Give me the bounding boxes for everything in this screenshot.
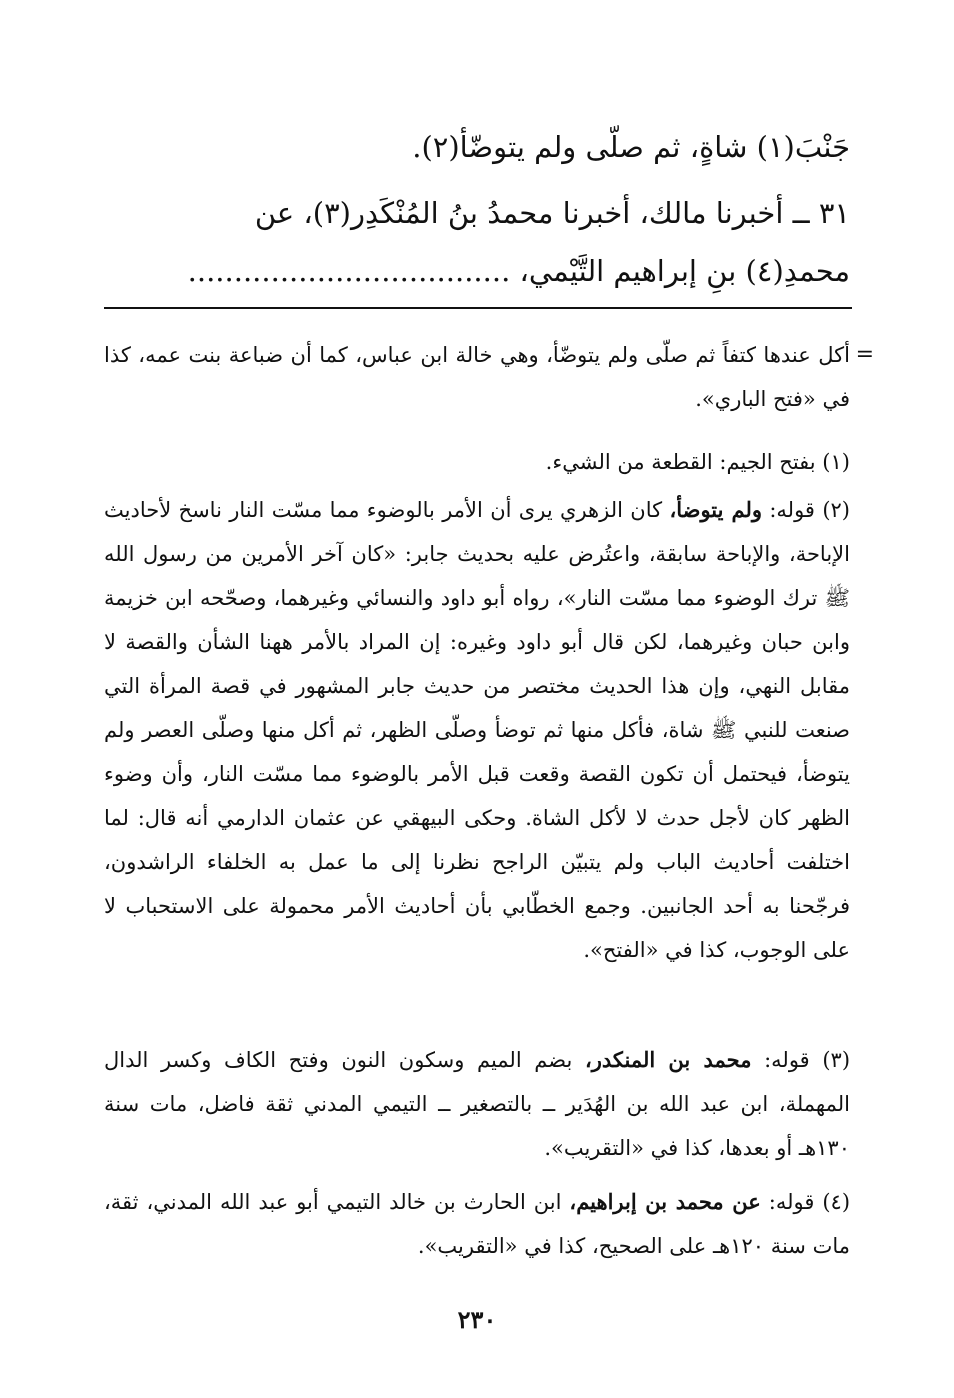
footnote-3-text: بضم الميم وسكون النون وفتح الكاف وكسر الدال المهملة، ابن عبد الله بن الهُدَير ــ بالتصغير ــ التيمي المدني ثقة فاضل، مات سنة ١٣٠هـ أو بعدها، كذا في «التقريب». — [104, 1048, 850, 1160]
footnote-2-text: كان الزهري يرى أن الأمر بالوضوء مما مسّت النار ناسخ لأحاديث الإباحة، والإباحة سابقة، واعتُرض عليه بحديث جابر: «كان آخر الأمرين من رسول الله ﷺ ترك الوضوء مما مسّت النار»، رواه أبو داود والنسائي وغيرهما، وصحّحه ابن خزيمة وابن حبان وغيرهما، لكن قال أبو داود وغيره: إن المراد بالأمر ههنا الشأن والقصة لا مقابل النهي، وإن هذا الحديث مختصر من حديث جابر المشهور في قصة المرأة التي صنعت للنبي ﷺ شاة، فأكل منها ثم توضأ وصلّى الظهر، ثم أكل منها وصلّى العصر ولم يتوضأ، فيحتمل أن تكون القصة وقعت قبل الأمر بالوضوء مما مسّت النار، وأن وضوء الظهر كان لأجل حدث لا لأكل الشاة. وحكى البيهقي عن عثمان الدارمي أنه قال: لما اختلفت أحاديث الباب ولم يتبيّن الراجح نظرنا إلى ما عمل به الخلفاء الراشدون، فرجّحنا به أحد الجانبين. وجمع الخطّابي بأن أحاديث الأمر محمولة على الاستحباب لا على الوجوب، كذا في «الفتح». — [104, 498, 850, 962]
footnote-separator-rule — [104, 307, 852, 309]
page-number: ٢٣٠ — [457, 1305, 497, 1334]
footnote-2-prefix: (٢) قوله: — [762, 498, 850, 522]
footnote-4-text: ابن الحارث بن خالد التيمي أبو عبد الله المدني، ثقة، مات سنة ١٢٠هـ على الصحيح، كذا في «التقريب». — [104, 1190, 850, 1258]
footnote-4 — [104, 1180, 850, 1268]
footnote-2-lemma: ولم يتوضأ، — [669, 497, 762, 522]
footnote-3 — [104, 1038, 850, 1170]
footnote-continuation: أكل عندها كتفاً ثم صلّى ولم يتوضّأ، وهي خالة ابن عباس، كما أن ضباعة بنت عمه، كذا في «فتح الباري». — [104, 343, 850, 411]
main-text-line-3-text: محمدِ(٤) بنِ إبراهيم التَّيْمي، — [519, 254, 850, 288]
hadith-31-line: ٣١ ــ أخبرنا مالك، أخبرنا محمدُ بنُ المُنْكَدِر(٣)، عن — [254, 196, 850, 230]
footnote-2 — [104, 488, 850, 972]
main-text-line-1: جَنْبَ(١) شاةٍ، ثم صلّى ولم يتوضّأ(٢). — [412, 130, 850, 164]
footnote-4-prefix: (٤) قوله: — [760, 1190, 851, 1214]
main-text-line-3 — [104, 242, 850, 300]
ellipsis-dots: ................................... — [187, 254, 511, 288]
continuation-marker: = — [855, 342, 874, 367]
footnote-3-prefix: (٣) قوله: — [751, 1048, 851, 1072]
footnote-1: (١) بفتح الجيم: القطعة من الشيء. — [545, 450, 850, 474]
footnote-4-lemma: عن محمد بن إبراهيم، — [569, 1189, 761, 1214]
footnote-3-lemma: محمد بن المنكدر، — [584, 1047, 752, 1072]
